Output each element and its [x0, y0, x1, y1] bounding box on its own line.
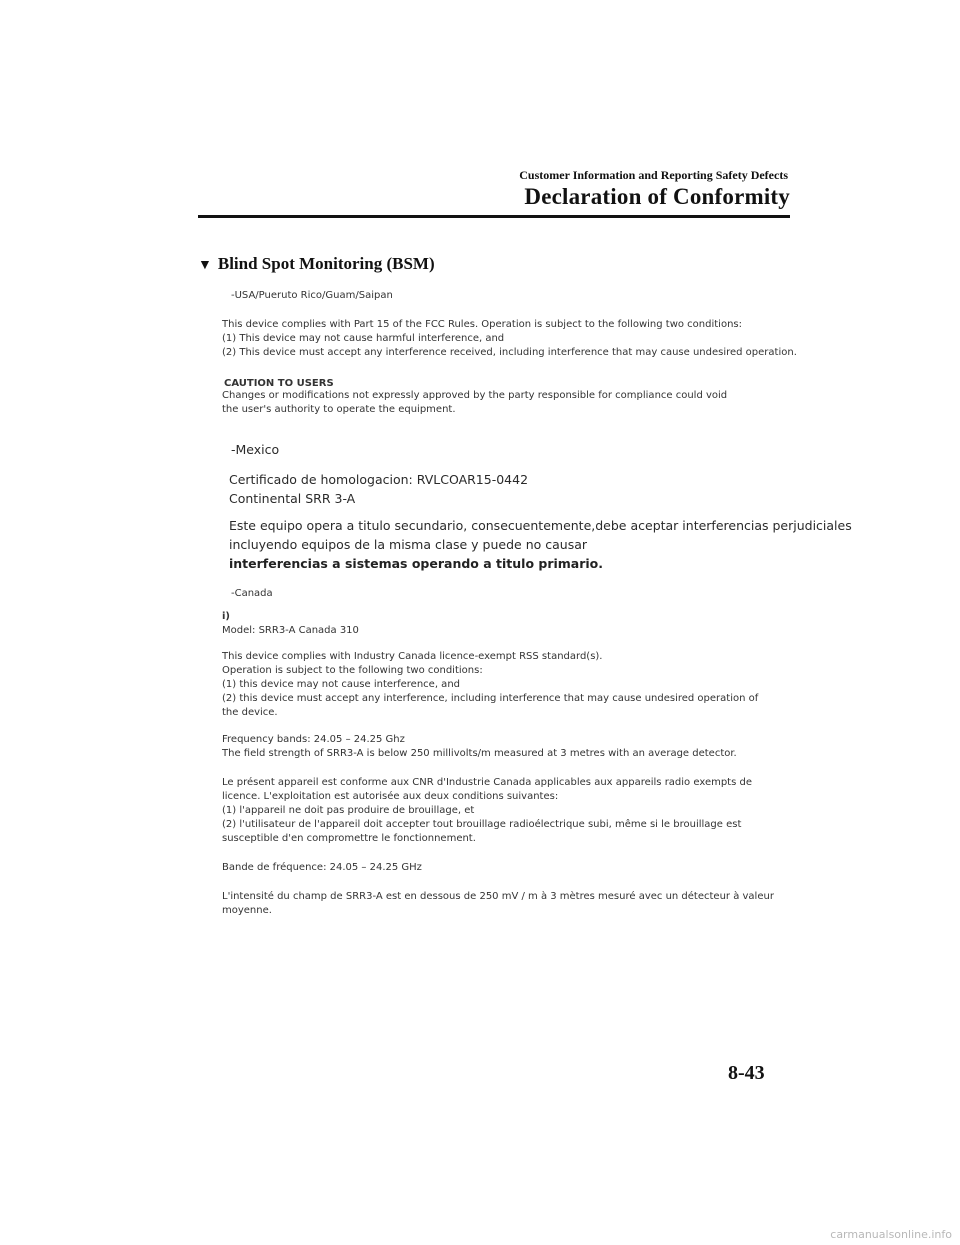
canada-model-text: Model: SRR3-A Canada 310: [222, 625, 359, 636]
ic-line: (2) this device must accept any interference, including interference that may cause undesired operation of: [222, 693, 759, 704]
section-title-text: Blind Spot Monitoring (BSM): [217, 254, 435, 273]
intensity-line: moyenne.: [222, 905, 272, 916]
canada-model: [222, 610, 359, 638]
usa-region: -USA/Pueruto Rico/Guam/Saipan: [231, 290, 393, 301]
fcc-line: (2) This device must accept any interference received, including interference that may cause undesired operation.: [222, 347, 797, 358]
canada-ic-text: [222, 650, 758, 720]
fr-line: licence. L'exploitation est autorisée aux deux conditions suivantes:: [222, 791, 559, 802]
canada-freq: [222, 733, 737, 761]
freq-line: The field strength of SRR3-A is below 250 millivolts/m measured at 3 metres with an average detector.: [222, 748, 737, 759]
canada-intensity: [222, 890, 774, 918]
mexico-cert: [229, 470, 528, 508]
fcc-line: (1) This device may not cause harmful interference, and: [222, 333, 505, 344]
statement-line: Este equipo opera a titulo secundario, consecuentemente,debe aceptar interferencias perjudiciales: [229, 518, 852, 533]
usa-fcc-text: [222, 318, 797, 360]
fr-line: (1) l'appareil ne doit pas produire de brouillage, et: [222, 805, 475, 816]
statement-line: incluyendo equipos de la misma clase y puede no causar: [229, 537, 588, 552]
ic-line: This device complies with Industry Canada licence-exempt RSS standard(s).: [222, 651, 603, 662]
ic-line: Operation is subject to the following two conditions:: [222, 665, 483, 676]
cert-line: Certificado de homologacion: RVLCOAR15-0442: [229, 472, 529, 487]
watermark: carmanualsonline.info: [830, 1228, 952, 1241]
statement-line-last: interferencias a sistemas operando a titulo primario.: [229, 556, 604, 571]
caution-heading: CAUTION TO USERS: [224, 378, 334, 389]
page-number: 8-43: [728, 1062, 765, 1084]
canada-band-fr: Bande de fréquence: 24.05 – 24.25 GHz: [222, 862, 422, 873]
fr-line: (2) l'utilisateur de l'appareil doit accepter tout brouillage radioélectrique subi, même si le brouillage est: [222, 819, 742, 830]
caution-text: [222, 389, 727, 417]
mexico-statement: [229, 516, 852, 573]
intensity-line: L'intensité du champ de SRR3-A est en dessous de 250 mV / m à 3 mètres mesuré avec un détecteur à valeur: [222, 891, 774, 902]
triangle-down-icon: ▼: [198, 258, 212, 273]
fr-line: Le présent appareil est conforme aux CNR d'Industrie Canada applicables aux appareils radio exempts de: [222, 777, 752, 788]
fcc-line: This device complies with Part 15 of the FCC Rules. Operation is subject to the following two conditions:: [222, 319, 742, 330]
section-title: [198, 254, 435, 274]
header-title: Declaration of Conformity: [524, 184, 790, 209]
canada-french-text: [222, 776, 752, 846]
canada-item: i): [222, 611, 230, 622]
ic-line: (1) this device may not cause interference, and: [222, 679, 460, 690]
ic-line: the device.: [222, 707, 278, 718]
cert-line: Continental SRR 3-A: [229, 491, 356, 506]
mexico-region: -Mexico: [231, 442, 280, 457]
canada-region: -Canada: [231, 588, 273, 599]
freq-line: Frequency bands: 24.05 – 24.25 Ghz: [222, 734, 405, 745]
caution-line: Changes or modifications not expressly approved by the party responsible for compliance could void: [222, 390, 728, 401]
header-section: Customer Information and Reporting Safety Defects: [519, 168, 788, 182]
caution-line: the user's authority to operate the equipment.: [222, 404, 456, 415]
header-rule: [198, 215, 790, 218]
fr-line: susceptible d'en compromettre le fonctionnement.: [222, 833, 476, 844]
